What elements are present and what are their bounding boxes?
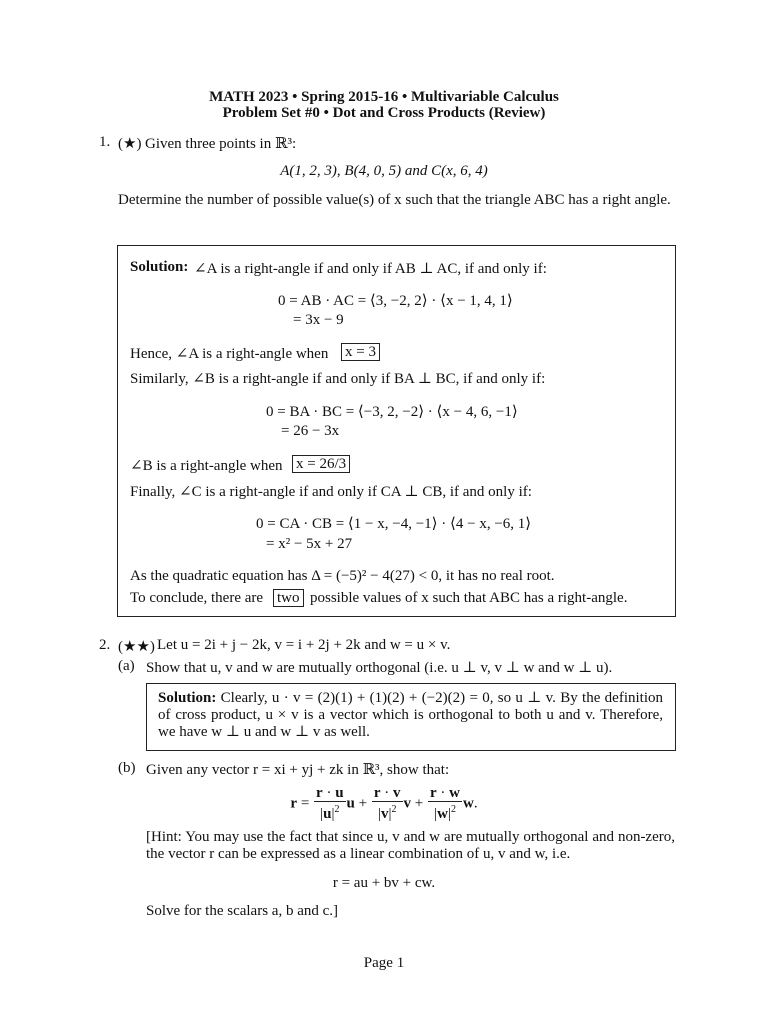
q2b-combination: r = au + bv + cw. — [332, 875, 436, 891]
q2-intro: Let u = 2i + j − 2k, v = i + 2j + 2k and w = u × v. — [157, 637, 451, 653]
q1-angle-b-when: ∠B is a right-angle when — [130, 458, 283, 474]
q1-answer-count: two — [273, 590, 304, 607]
q1-task: Determine the number of possible value(s) of x such that the triangle ABC has a right angle. — [118, 192, 671, 208]
q1-number: 1. — [99, 134, 111, 150]
q2b-solve: Solve for the scalars a, b and c.] — [146, 903, 339, 919]
q2-number: 2. — [99, 637, 111, 653]
q1-angle-a-intro: ∠A is a right-angle if and only if AB ⊥ AC, if and only if: — [194, 261, 547, 277]
q2a-text: Show that u, v and w are mutually orthogonal (i.e. u ⊥ v, v ⊥ w and w ⊥ u). — [146, 660, 613, 676]
q2a-solution-label: Solution: — [158, 690, 217, 706]
q1-angle-b-intro: Similarly, ∠B is a right-angle if and only if BA ⊥ BC, if and only if: — [130, 371, 546, 387]
q1-intro: Given three points in ℝ³: — [145, 136, 297, 152]
q2-stars: (★★) — [118, 639, 155, 655]
q1-eq-c2: = x² − 5x + 27 — [266, 536, 353, 552]
q2b-formula: r = $\frac{r \cdot u}{|u|^2}$ u + $\frac{r \cdot v}{|v|^2}$ v + $\frac{r \cdot w}{|w|^2}$ w. — [290, 785, 478, 822]
header-line-2: Problem Set #0 • Dot and Cross Products (Review) — [222, 105, 546, 121]
q1-hence: Hence, ∠A is a right-angle when — [130, 346, 329, 362]
q1-points: A(1, 2, 3), B(4, 0, 5) and C(x, 6, 4) — [280, 163, 488, 179]
page-number: Page 1 — [363, 955, 405, 971]
q1-answer-a: x = 3 — [341, 344, 380, 361]
q1-answer-b: x = 26/3 — [292, 456, 350, 473]
q2b-text: Given any vector r = xi + yj + zk in ℝ³, show that: — [146, 762, 450, 778]
header-line-1: MATH 2023 • Spring 2015-16 • Multivariable Calculus — [209, 89, 559, 105]
q1-eq-b1: 0 = BA · BC = ⟨−3, 2, −2⟩ · ⟨x − 4, 6, −1⟩ — [266, 404, 518, 420]
q1-stars: (★) — [118, 136, 142, 152]
q1-angle-c-intro: Finally, ∠C is a right-angle if and only if CA ⊥ CB, if and only if: — [130, 484, 532, 500]
q1-eq-b2: = 26 − 3x — [281, 423, 340, 439]
q2a-solution-text: Clearly, u · v = (2)(1) + (1)(2) + (−2)(2) = 0, so u ⊥ v. By the definition of cross product, u × v is a vector which is orthogonal to both u and v. Therefore, we have w ⊥ u and w ⊥ v as well. — [158, 690, 663, 740]
q1-solution-label: Solution: — [130, 259, 189, 275]
q2a-solution — [158, 690, 663, 741]
q1-eq-c1: 0 = CA · CB = ⟨1 − x, −4, −1⟩ · ⟨4 − x, −6, 1⟩ — [256, 516, 532, 532]
q1-quadratic: As the quadratic equation has Δ = (−5)² − 4(27) < 0, it has no real root. — [130, 568, 555, 584]
q2a-solution-box — [146, 683, 676, 751]
q1-conclude-post: possible values of x such that ABC has a right-angle. — [310, 590, 628, 606]
q2b-label: (b) — [118, 760, 136, 776]
q2b-hint: [Hint: You may use the fact that since u, v and w are mutually orthogonal and non-zero, the vector r can be expressed as a linear combination of u, v and w, i.e. — [146, 829, 675, 862]
q1-solution-box — [117, 245, 676, 617]
q1-eq-a1: 0 = AB · AC = ⟨3, −2, 2⟩ · ⟨x − 1, 4, 1⟩ — [278, 293, 513, 309]
q2a-label: (a) — [118, 658, 135, 674]
q1-eq-a2: = 3x − 9 — [293, 312, 344, 328]
q1-conclude-pre: To conclude, there are — [130, 590, 264, 606]
